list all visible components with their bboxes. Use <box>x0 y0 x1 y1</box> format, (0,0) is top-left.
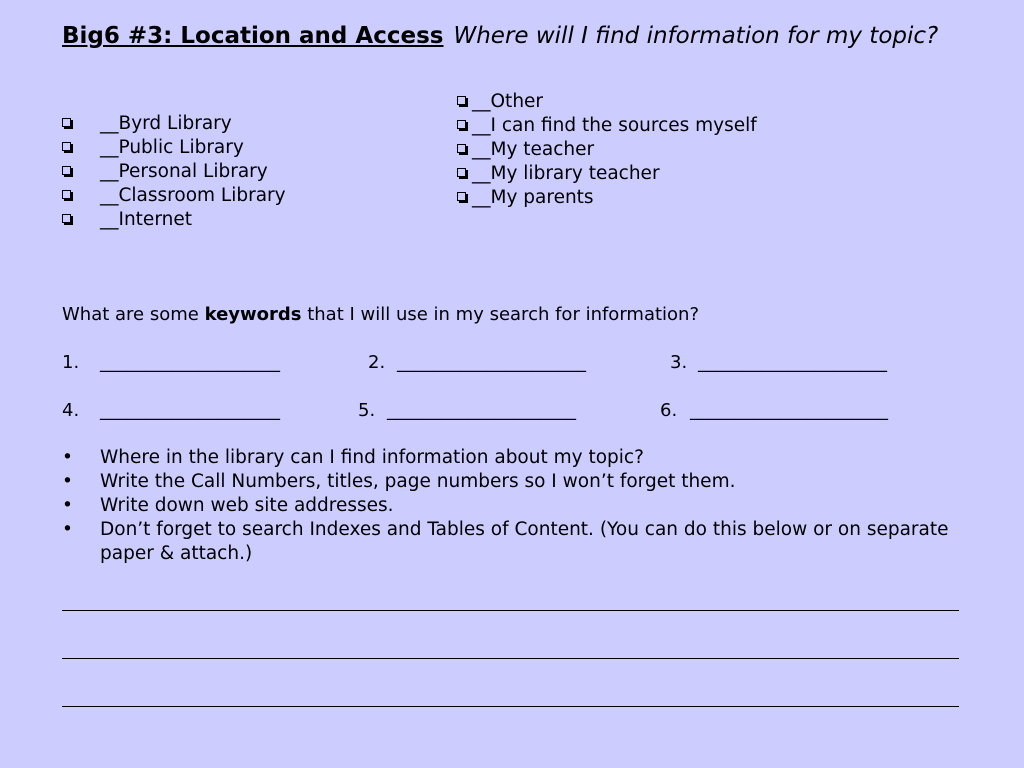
helper-label: __My teacher <box>472 139 595 160</box>
helper-item[interactable] <box>457 114 757 138</box>
helper-item[interactable] <box>457 90 757 114</box>
title-heading: Big6 #3: Location and Access <box>62 23 444 49</box>
keyword-number: 4. <box>62 400 80 421</box>
keywords-emphasis: keywords <box>204 304 302 325</box>
keyword-number: 6. <box>660 400 678 421</box>
location-label: __Internet <box>100 209 192 230</box>
instruction-list <box>62 446 967 566</box>
location-item[interactable] <box>62 160 286 184</box>
location-label: __Personal Library <box>100 161 268 182</box>
helper-label: __I can find the sources myself <box>472 115 757 136</box>
instruction-item: • Where in the library can I find information about my topic? <box>62 446 967 470</box>
checkbox-icon[interactable] <box>62 112 100 136</box>
keyword-number: 1. <box>62 352 80 373</box>
keyword-blank[interactable]: _____________________ <box>698 352 887 373</box>
instruction-item: • Write down web site addresses. <box>62 494 967 518</box>
checkbox-icon[interactable] <box>457 90 472 114</box>
instruction-item: • Don’t forget to search Indexes and Tables of Content. (You can do this below or on separate paper & attach.) <box>62 518 967 566</box>
checkbox-icon[interactable] <box>457 114 472 138</box>
location-checklist <box>62 112 286 232</box>
checkbox-icon[interactable] <box>457 162 472 186</box>
helper-item[interactable] <box>457 162 757 186</box>
checkbox-icon[interactable] <box>62 208 100 232</box>
keyword-number: 5. <box>358 400 376 421</box>
helper-checklist <box>457 90 757 210</box>
helper-label: __My library teacher <box>472 163 660 184</box>
keyword-blank[interactable]: ______________________ <box>690 400 888 421</box>
location-label: __Public Library <box>100 137 244 158</box>
helper-item[interactable] <box>457 186 757 210</box>
location-item[interactable] <box>62 184 286 208</box>
keyword-blank[interactable]: _____________________ <box>397 352 586 373</box>
keyword-number: 3. <box>670 352 688 373</box>
location-item[interactable] <box>62 112 286 136</box>
keyword-blank[interactable]: ____________________ <box>100 352 280 373</box>
location-item[interactable] <box>62 208 286 232</box>
page-title <box>62 20 980 52</box>
helper-item[interactable] <box>457 138 757 162</box>
keyword-blank[interactable]: ____________________ <box>100 400 280 421</box>
location-label: __Classroom Library <box>100 185 286 206</box>
location-label: __Byrd Library <box>100 113 232 134</box>
title-question: Where will I find information for my topic? <box>453 23 939 49</box>
checkbox-icon[interactable] <box>62 160 100 184</box>
keywords-question: What are some keywords that I will use in my search for information? <box>62 304 700 325</box>
keyword-blank[interactable]: _____________________ <box>387 400 576 421</box>
writing-line[interactable] <box>62 706 959 707</box>
writing-line[interactable] <box>62 610 959 611</box>
helper-label: __Other <box>472 91 544 112</box>
location-item[interactable] <box>62 136 286 160</box>
writing-line[interactable] <box>62 658 959 659</box>
checkbox-icon[interactable] <box>62 184 100 208</box>
checkbox-icon[interactable] <box>457 138 472 162</box>
checkbox-icon[interactable] <box>457 186 472 210</box>
helper-label: __My parents <box>472 187 594 208</box>
checkbox-icon[interactable] <box>62 136 100 160</box>
keyword-number: 2. <box>368 352 386 373</box>
instruction-item: • Write the Call Numbers, titles, page numbers so I won’t forget them. <box>62 470 967 494</box>
